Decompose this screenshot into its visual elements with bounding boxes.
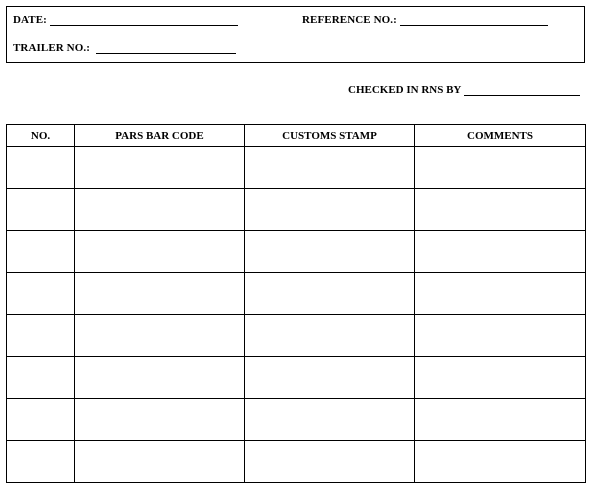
table-cell[interactable] — [7, 231, 75, 273]
table-cell[interactable] — [245, 231, 415, 273]
table-cell[interactable] — [7, 399, 75, 441]
table-row — [7, 315, 586, 357]
table-cell[interactable] — [7, 273, 75, 315]
trailer-blank-line[interactable] — [96, 43, 236, 54]
table-cell[interactable] — [245, 147, 415, 189]
table-cell[interactable] — [245, 273, 415, 315]
table-row — [7, 189, 586, 231]
table-cell[interactable] — [7, 189, 75, 231]
table-row — [7, 231, 586, 273]
reference-field — [302, 14, 548, 26]
table-cell[interactable] — [75, 273, 245, 315]
table-cell[interactable] — [7, 441, 75, 483]
table-cell[interactable] — [245, 441, 415, 483]
table-cell[interactable] — [245, 189, 415, 231]
trailer-field — [13, 42, 236, 54]
date-field — [13, 14, 238, 26]
reference-label: REFERENCE NO.: — [302, 14, 397, 26]
table-cell[interactable] — [75, 399, 245, 441]
checked-in-blank-line[interactable] — [464, 85, 580, 96]
table-cell[interactable] — [75, 147, 245, 189]
table-header-row — [7, 125, 586, 147]
reference-blank-line[interactable] — [400, 15, 548, 26]
items-table — [6, 124, 586, 483]
table-cell[interactable] — [75, 315, 245, 357]
table-cell[interactable] — [7, 147, 75, 189]
table-cell[interactable] — [415, 315, 586, 357]
table-row — [7, 399, 586, 441]
column-header-pars-bar-code: PARS BAR CODE — [75, 125, 245, 147]
table-cell[interactable] — [75, 357, 245, 399]
column-header-no: NO. — [7, 125, 75, 147]
table-cell[interactable] — [75, 441, 245, 483]
checked-in-field — [348, 84, 580, 96]
table-cell[interactable] — [415, 399, 586, 441]
table-row — [7, 273, 586, 315]
table-cell[interactable] — [415, 189, 586, 231]
table-cell[interactable] — [245, 315, 415, 357]
table-row — [7, 357, 586, 399]
table-cell[interactable] — [415, 147, 586, 189]
column-header-customs-stamp: CUSTOMS STAMP — [245, 125, 415, 147]
table-cell[interactable] — [415, 231, 586, 273]
table-row — [7, 147, 586, 189]
table-cell[interactable] — [7, 357, 75, 399]
date-label: DATE: — [13, 14, 47, 26]
table-cell[interactable] — [245, 399, 415, 441]
table-cell[interactable] — [75, 231, 245, 273]
column-header-comments: COMMENTS — [415, 125, 586, 147]
header-box — [6, 6, 585, 63]
table-cell[interactable] — [245, 357, 415, 399]
table-cell[interactable] — [415, 273, 586, 315]
table-row — [7, 441, 586, 483]
table-cell[interactable] — [7, 315, 75, 357]
table-cell[interactable] — [415, 441, 586, 483]
trailer-label: TRAILER NO.: — [13, 42, 90, 54]
table-cell[interactable] — [415, 357, 586, 399]
table-cell[interactable] — [75, 189, 245, 231]
date-blank-line[interactable] — [50, 15, 238, 26]
checked-in-label: CHECKED IN RNS BY — [348, 84, 462, 96]
